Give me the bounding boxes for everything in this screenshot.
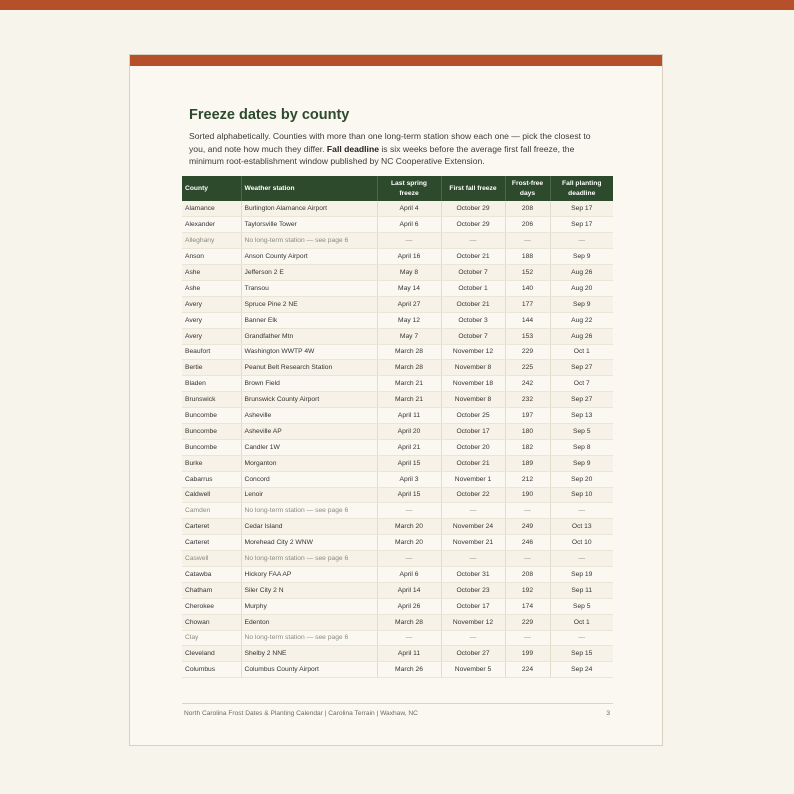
cell-station: Hickory FAA AP <box>241 566 377 582</box>
cell-first-fall-freeze: November 24 <box>441 519 505 535</box>
table-row <box>182 233 613 249</box>
cell-last-spring-freeze: April 3 <box>377 471 441 487</box>
cell-fall-planting-deadline: Sep 5 <box>550 598 613 614</box>
table-row <box>182 312 613 328</box>
cell-frost-free-days: 180 <box>505 423 550 439</box>
table-row <box>182 296 613 312</box>
page-title: Freeze dates by county <box>189 107 350 123</box>
cell-fall-planting-deadline: Oct 1 <box>550 344 613 360</box>
cell-last-spring-freeze: March 28 <box>377 614 441 630</box>
table-row <box>182 217 613 233</box>
column-header-fall-freeze: First fall freeze <box>441 176 505 201</box>
cell-fall-planting-deadline: Sep 27 <box>550 392 613 408</box>
cell-station: Peanut Belt Research Station <box>241 360 377 376</box>
column-header-station: Weather station <box>241 176 377 201</box>
cell-last-spring-freeze: April 27 <box>377 296 441 312</box>
cell-station: Asheville AP <box>241 423 377 439</box>
footer-divider <box>182 703 613 704</box>
intro-text: Sorted alphabetically. Counties with more than one long-term station show each one — pick the closest to you, and note how much they differ. <box>189 131 591 154</box>
column-header-spring-freeze: Last spring freeze <box>377 176 441 201</box>
cell-fall-planting-deadline: Sep 8 <box>550 439 613 455</box>
cell-station: Lenoir <box>241 487 377 503</box>
cell-county: Anson <box>182 249 241 265</box>
cell-county: Caldwell <box>182 487 241 503</box>
table-row <box>182 535 613 551</box>
cell-last-spring-freeze: April 11 <box>377 646 441 662</box>
cell-fall-planting-deadline: Sep 17 <box>550 217 613 233</box>
cell-station: Columbus County Airport <box>241 662 377 678</box>
cell-county: Bladen <box>182 376 241 392</box>
cell-frost-free-days: 206 <box>505 217 550 233</box>
cell-first-fall-freeze: November 8 <box>441 360 505 376</box>
cell-fall-planting-deadline: Oct 1 <box>550 614 613 630</box>
cell-first-fall-freeze: October 21 <box>441 249 505 265</box>
cell-frost-free-days: 144 <box>505 312 550 328</box>
table-row <box>182 360 613 376</box>
intro-text-end: is six weeks before the average first fall freeze, the minimum root-establishment window published by NC Cooperative Extension. <box>189 143 575 167</box>
cell-last-spring-freeze: March 20 <box>377 535 441 551</box>
cell-frost-free-days: 224 <box>505 662 550 678</box>
cell-last-spring-freeze: April 6 <box>377 217 441 233</box>
top-accent-bar <box>0 0 794 10</box>
table-row <box>182 614 613 630</box>
cell-fall-planting-deadline: Aug 22 <box>550 312 613 328</box>
table-row <box>182 503 613 519</box>
cell-county: Clay <box>182 630 241 646</box>
table-row <box>182 423 613 439</box>
cell-last-spring-freeze: April 14 <box>377 582 441 598</box>
cell-county: Burke <box>182 455 241 471</box>
cell-county: Buncombe <box>182 439 241 455</box>
cell-frost-free-days: 153 <box>505 328 550 344</box>
cell-first-fall-freeze: October 20 <box>441 439 505 455</box>
cell-county: Carteret <box>182 519 241 535</box>
cell-fall-planting-deadline: Aug 26 <box>550 265 613 281</box>
cell-county: Avery <box>182 312 241 328</box>
cell-first-fall-freeze: October 17 <box>441 423 505 439</box>
cell-fall-planting-deadline: — <box>550 630 613 646</box>
cell-last-spring-freeze: April 4 <box>377 201 441 217</box>
cell-first-fall-freeze: — <box>441 630 505 646</box>
cell-first-fall-freeze: October 29 <box>441 201 505 217</box>
cell-station: Jefferson 2 E <box>241 265 377 281</box>
cell-county: Avery <box>182 296 241 312</box>
column-header-frost-free-days: Frost-free days <box>505 176 550 201</box>
table-row <box>182 630 613 646</box>
table-row <box>182 408 613 424</box>
cell-station: Grandfather Mtn <box>241 328 377 344</box>
cell-county: Columbus <box>182 662 241 678</box>
cell-first-fall-freeze: November 12 <box>441 344 505 360</box>
cell-last-spring-freeze: May 8 <box>377 265 441 281</box>
cell-fall-planting-deadline: — <box>550 551 613 567</box>
cell-fall-planting-deadline: Sep 20 <box>550 471 613 487</box>
cell-county: Cleveland <box>182 646 241 662</box>
cell-first-fall-freeze: November 8 <box>441 392 505 408</box>
cell-first-fall-freeze: — <box>441 551 505 567</box>
cell-fall-planting-deadline: Sep 10 <box>550 487 613 503</box>
cell-station: No long-term station — see page 6 <box>241 503 377 519</box>
cell-station: Banner Elk <box>241 312 377 328</box>
cell-first-fall-freeze: — <box>441 503 505 519</box>
cell-last-spring-freeze: April 26 <box>377 598 441 614</box>
cell-last-spring-freeze: March 20 <box>377 519 441 535</box>
cell-frost-free-days: 212 <box>505 471 550 487</box>
cell-station: Taylorsville Tower <box>241 217 377 233</box>
cell-last-spring-freeze: May 12 <box>377 312 441 328</box>
cell-first-fall-freeze: October 7 <box>441 265 505 281</box>
table-body <box>182 201 613 678</box>
page-header-band <box>130 55 662 66</box>
cell-first-fall-freeze: October 22 <box>441 487 505 503</box>
cell-station: No long-term station — see page 6 <box>241 630 377 646</box>
cell-station: Burlington Alamance Airport <box>241 201 377 217</box>
table-row <box>182 376 613 392</box>
cell-county: Chowan <box>182 614 241 630</box>
cell-fall-planting-deadline: Aug 20 <box>550 280 613 296</box>
table-row <box>182 551 613 567</box>
table-row <box>182 598 613 614</box>
cell-fall-planting-deadline: Sep 19 <box>550 566 613 582</box>
freeze-dates-table <box>182 176 613 678</box>
cell-frost-free-days: 208 <box>505 201 550 217</box>
cell-last-spring-freeze: April 11 <box>377 408 441 424</box>
column-header-planting-deadline: Fall planting deadline <box>550 176 613 201</box>
cell-county: Brunswick <box>182 392 241 408</box>
cell-station: Spruce Pine 2 NE <box>241 296 377 312</box>
cell-fall-planting-deadline: Sep 11 <box>550 582 613 598</box>
cell-first-fall-freeze: November 12 <box>441 614 505 630</box>
cell-station: No long-term station — see page 6 <box>241 233 377 249</box>
cell-station: Washington WWTP 4W <box>241 344 377 360</box>
cell-station: Shelby 2 NNE <box>241 646 377 662</box>
cell-county: Buncombe <box>182 408 241 424</box>
cell-last-spring-freeze: — <box>377 233 441 249</box>
cell-first-fall-freeze: October 21 <box>441 455 505 471</box>
cell-last-spring-freeze: March 21 <box>377 376 441 392</box>
cell-station: Transou <box>241 280 377 296</box>
footer-text: North Carolina Frost Dates & Planting Calendar | Carolina Terrain | Waxhaw, NC <box>184 710 418 717</box>
cell-frost-free-days: 229 <box>505 344 550 360</box>
cell-first-fall-freeze: November 21 <box>441 535 505 551</box>
table-row <box>182 328 613 344</box>
table-row <box>182 392 613 408</box>
cell-fall-planting-deadline: Sep 24 <box>550 662 613 678</box>
cell-last-spring-freeze: April 20 <box>377 423 441 439</box>
cell-fall-planting-deadline: — <box>550 233 613 249</box>
cell-fall-planting-deadline: Oct 10 <box>550 535 613 551</box>
cell-last-spring-freeze: April 15 <box>377 455 441 471</box>
cell-frost-free-days: — <box>505 630 550 646</box>
cell-first-fall-freeze: October 23 <box>441 582 505 598</box>
cell-fall-planting-deadline: Aug 26 <box>550 328 613 344</box>
cell-station: Asheville <box>241 408 377 424</box>
cell-station: Anson County Airport <box>241 249 377 265</box>
cell-frost-free-days: — <box>505 503 550 519</box>
cell-station: Murphy <box>241 598 377 614</box>
cell-first-fall-freeze: October 17 <box>441 598 505 614</box>
cell-first-fall-freeze: November 5 <box>441 662 505 678</box>
cell-last-spring-freeze: May 7 <box>377 328 441 344</box>
table-row <box>182 566 613 582</box>
cell-county: Beaufort <box>182 344 241 360</box>
cell-fall-planting-deadline: Oct 7 <box>550 376 613 392</box>
cell-fall-planting-deadline: Sep 9 <box>550 249 613 265</box>
cell-frost-free-days: 197 <box>505 408 550 424</box>
table-row <box>182 455 613 471</box>
cell-first-fall-freeze: October 29 <box>441 217 505 233</box>
cell-frost-free-days: 229 <box>505 614 550 630</box>
column-header-county: County <box>182 176 241 201</box>
cell-county: Alexander <box>182 217 241 233</box>
cell-station: Morehead City 2 WNW <box>241 535 377 551</box>
intro-paragraph <box>189 130 609 168</box>
cell-station: Siler City 2 N <box>241 582 377 598</box>
cell-frost-free-days: 188 <box>505 249 550 265</box>
cell-station: No long-term station — see page 6 <box>241 551 377 567</box>
cell-first-fall-freeze: November 18 <box>441 376 505 392</box>
cell-frost-free-days: 177 <box>505 296 550 312</box>
table-row <box>182 280 613 296</box>
cell-fall-planting-deadline: Sep 5 <box>550 423 613 439</box>
cell-station: Morganton <box>241 455 377 471</box>
table-row <box>182 344 613 360</box>
cell-first-fall-freeze: October 3 <box>441 312 505 328</box>
cell-county: Ashe <box>182 280 241 296</box>
cell-station: Cedar Island <box>241 519 377 535</box>
cell-last-spring-freeze: May 14 <box>377 280 441 296</box>
cell-fall-planting-deadline: Sep 15 <box>550 646 613 662</box>
cell-county: Cabarrus <box>182 471 241 487</box>
cell-frost-free-days: 174 <box>505 598 550 614</box>
cell-station: Brown Field <box>241 376 377 392</box>
table-row <box>182 265 613 281</box>
cell-last-spring-freeze: — <box>377 503 441 519</box>
cell-frost-free-days: 140 <box>505 280 550 296</box>
cell-county: Camden <box>182 503 241 519</box>
table-row <box>182 662 613 678</box>
cell-fall-planting-deadline: Oct 13 <box>550 519 613 535</box>
cell-last-spring-freeze: — <box>377 551 441 567</box>
cell-county: Alamance <box>182 201 241 217</box>
cell-frost-free-days: 232 <box>505 392 550 408</box>
cell-last-spring-freeze: April 21 <box>377 439 441 455</box>
cell-frost-free-days: 190 <box>505 487 550 503</box>
table-row <box>182 201 613 217</box>
cell-fall-planting-deadline: Sep 9 <box>550 296 613 312</box>
cell-frost-free-days: 199 <box>505 646 550 662</box>
cell-frost-free-days: 182 <box>505 439 550 455</box>
cell-county: Buncombe <box>182 423 241 439</box>
intro-bold-term: Fall deadline <box>326 143 379 154</box>
cell-first-fall-freeze: October 1 <box>441 280 505 296</box>
cell-fall-planting-deadline: — <box>550 503 613 519</box>
cell-first-fall-freeze: October 21 <box>441 296 505 312</box>
page-number: 3 <box>606 710 610 717</box>
cell-fall-planting-deadline: Sep 13 <box>550 408 613 424</box>
cell-first-fall-freeze: October 27 <box>441 646 505 662</box>
cell-county: Alleghany <box>182 233 241 249</box>
cell-frost-free-days: — <box>505 551 550 567</box>
cell-last-spring-freeze: April 15 <box>377 487 441 503</box>
cell-frost-free-days: 192 <box>505 582 550 598</box>
document-page <box>129 54 663 746</box>
table-row <box>182 487 613 503</box>
table-row <box>182 582 613 598</box>
cell-last-spring-freeze: March 21 <box>377 392 441 408</box>
cell-county: Avery <box>182 328 241 344</box>
cell-frost-free-days: 246 <box>505 535 550 551</box>
cell-last-spring-freeze: — <box>377 630 441 646</box>
cell-fall-planting-deadline: Sep 9 <box>550 455 613 471</box>
table-row <box>182 519 613 535</box>
table-header-row <box>182 176 613 201</box>
cell-county: Caswell <box>182 551 241 567</box>
table-row <box>182 439 613 455</box>
cell-last-spring-freeze: April 6 <box>377 566 441 582</box>
cell-frost-free-days: 152 <box>505 265 550 281</box>
cell-station: Concord <box>241 471 377 487</box>
cell-last-spring-freeze: March 28 <box>377 360 441 376</box>
cell-last-spring-freeze: April 16 <box>377 249 441 265</box>
cell-fall-planting-deadline: Sep 27 <box>550 360 613 376</box>
cell-first-fall-freeze: October 25 <box>441 408 505 424</box>
cell-last-spring-freeze: March 26 <box>377 662 441 678</box>
cell-county: Catawba <box>182 566 241 582</box>
cell-frost-free-days: — <box>505 233 550 249</box>
table-row <box>182 471 613 487</box>
cell-last-spring-freeze: March 28 <box>377 344 441 360</box>
cell-frost-free-days: 249 <box>505 519 550 535</box>
cell-first-fall-freeze: — <box>441 233 505 249</box>
cell-frost-free-days: 242 <box>505 376 550 392</box>
cell-station: Edenton <box>241 614 377 630</box>
cell-frost-free-days: 208 <box>505 566 550 582</box>
cell-county: Carteret <box>182 535 241 551</box>
cell-county: Bertie <box>182 360 241 376</box>
cell-first-fall-freeze: October 31 <box>441 566 505 582</box>
cell-county: Ashe <box>182 265 241 281</box>
cell-station: Brunswick County Airport <box>241 392 377 408</box>
cell-fall-planting-deadline: Sep 17 <box>550 201 613 217</box>
cell-station: Candler 1W <box>241 439 377 455</box>
cell-frost-free-days: 225 <box>505 360 550 376</box>
cell-county: Chatham <box>182 582 241 598</box>
table-row <box>182 249 613 265</box>
cell-frost-free-days: 189 <box>505 455 550 471</box>
cell-first-fall-freeze: November 1 <box>441 471 505 487</box>
cell-first-fall-freeze: October 7 <box>441 328 505 344</box>
table-row <box>182 646 613 662</box>
cell-county: Cherokee <box>182 598 241 614</box>
